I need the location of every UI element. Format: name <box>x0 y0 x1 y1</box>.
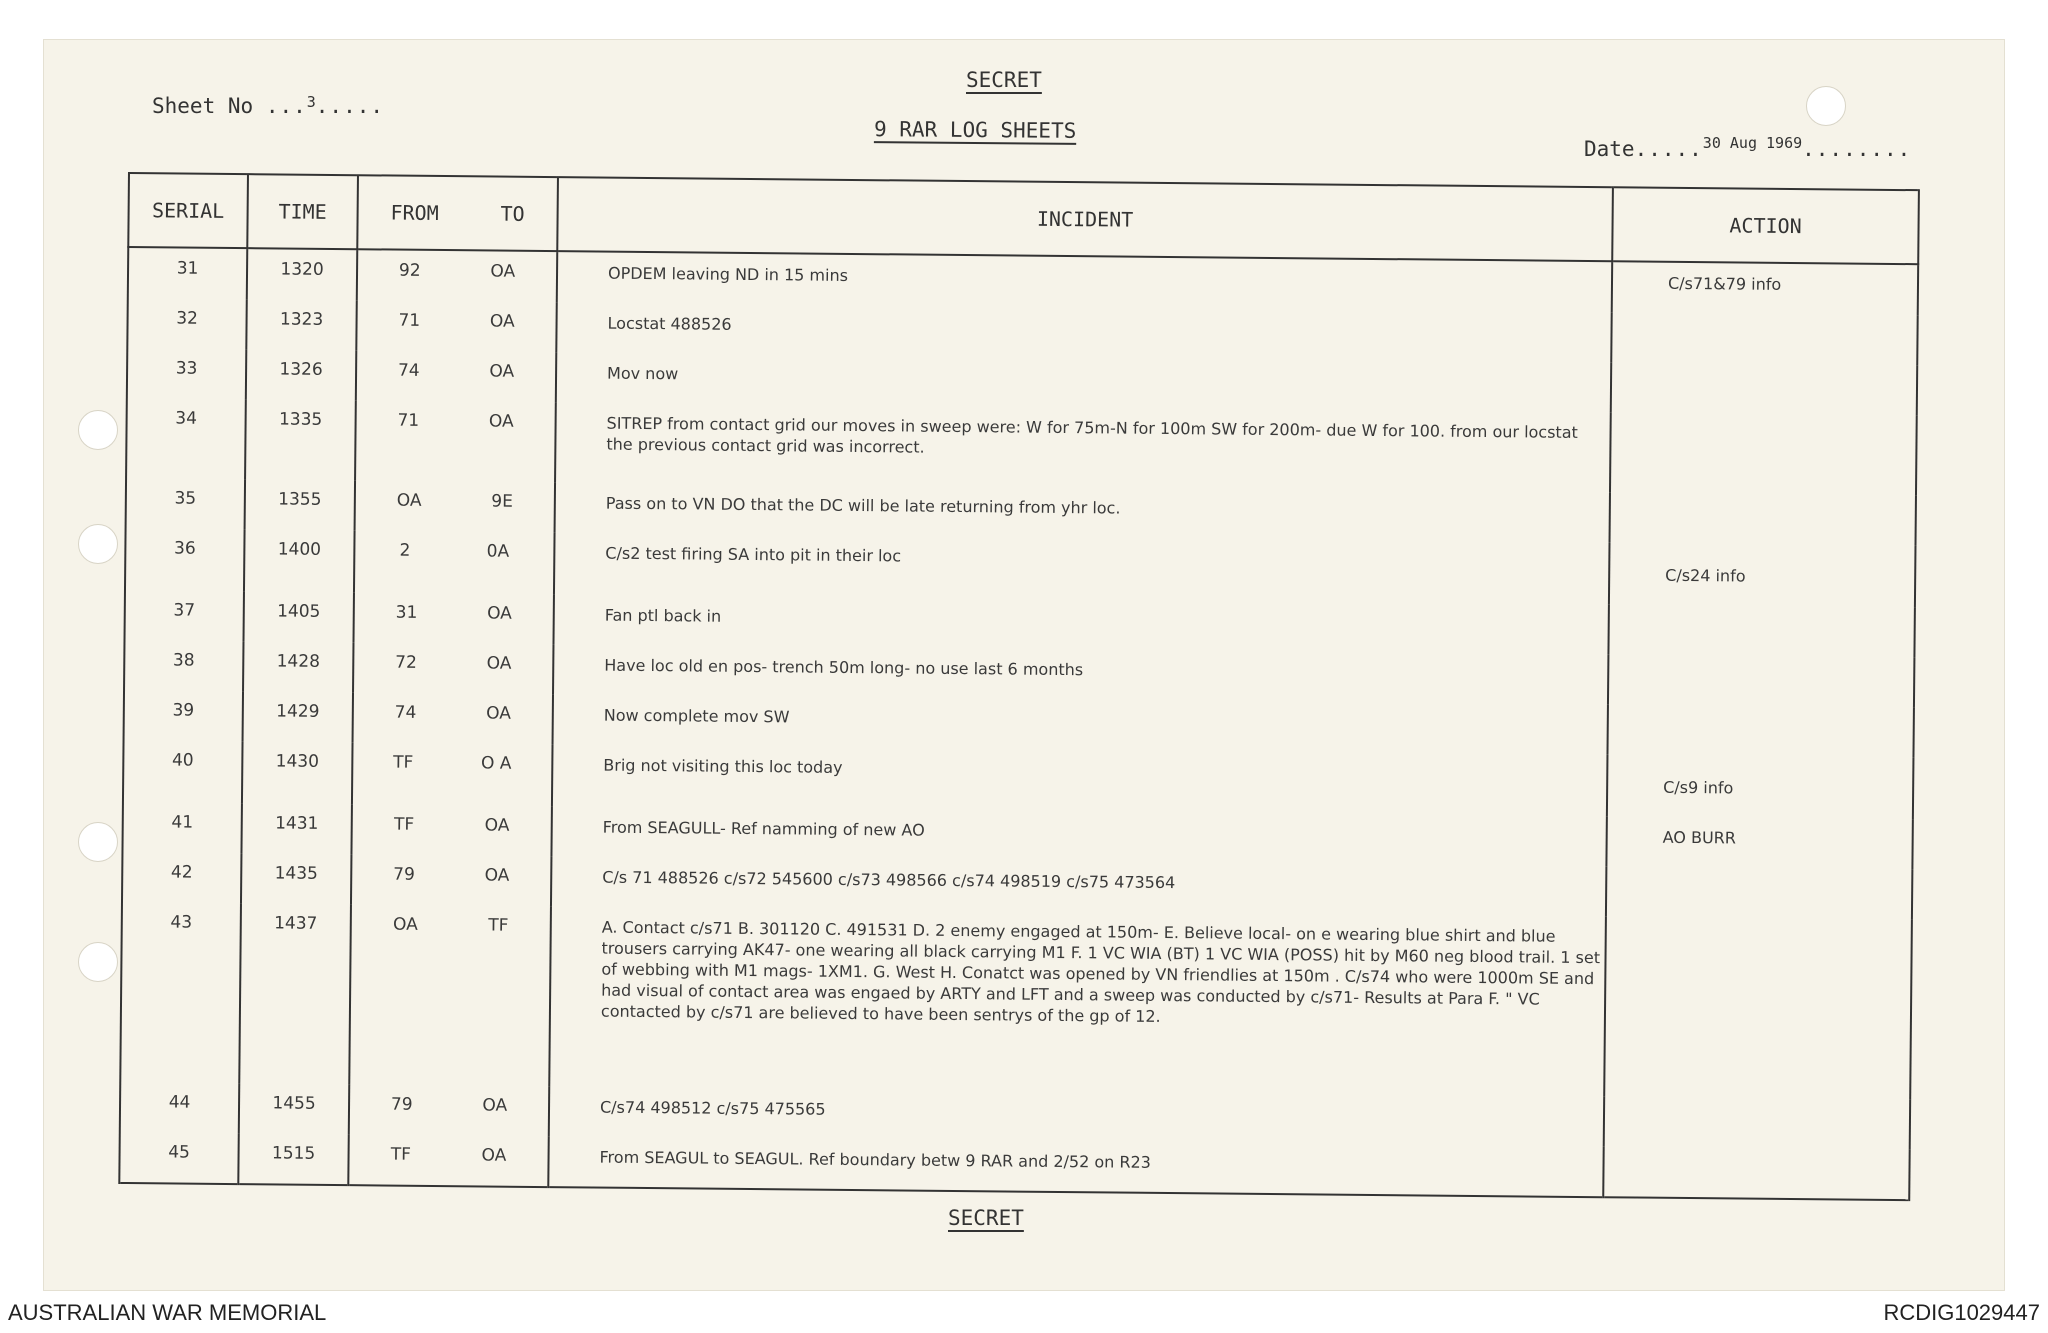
cell-incident: SITREP from contact grid our moves in sweep were: W for 75m-N for 100m SW for 200m- due W for 100. from our locstat the previous contact grid was incorrect. <box>555 402 1611 492</box>
date-value: 30 Aug 1969 <box>1702 134 1803 152</box>
cell-from-to <box>355 480 555 532</box>
col-from: FROM <box>390 200 439 225</box>
cell-action: C/s9 info <box>1607 754 1914 819</box>
cell-time: 1355 <box>245 479 355 530</box>
cell-from-to <box>354 530 555 594</box>
cell-from-to <box>353 592 553 644</box>
cell-to: OA <box>489 361 515 382</box>
table-row <box>120 902 1912 1099</box>
cell-serial: 31 <box>128 247 247 299</box>
cell-incident: Fan ptl back in <box>553 594 1608 654</box>
punch-hole <box>78 524 118 564</box>
cell-from-to <box>356 350 556 402</box>
col-action: ACTION <box>1612 187 1919 264</box>
punch-hole <box>78 942 118 982</box>
cell-serial: 38 <box>124 640 243 691</box>
cell-incident: Brig not visiting this loc today <box>552 744 1608 816</box>
cell-time: 1455 <box>239 1083 349 1134</box>
cell-from: 71 <box>397 410 420 431</box>
cell-serial: 41 <box>122 802 241 853</box>
cell-from: 72 <box>395 652 417 673</box>
date-dots: ..... <box>1634 137 1703 161</box>
sheet-dots: ..... <box>315 94 384 118</box>
cell-from: 79 <box>393 864 415 885</box>
cell-incident: C/s74 498512 c/s75 475565 <box>549 1086 1604 1146</box>
cell-action <box>1608 654 1914 707</box>
cell-serial: 39 <box>124 690 243 741</box>
sheet-number: 3 <box>306 93 316 111</box>
cell-action <box>1608 604 1914 657</box>
cell-serial: 35 <box>126 478 245 529</box>
cell-time: 1435 <box>241 853 351 904</box>
cell-serial: 37 <box>125 590 244 641</box>
cell-time: 1335 <box>245 399 356 480</box>
cell-action <box>1610 412 1917 495</box>
sheet-number-field <box>152 93 384 118</box>
cell-to: OA <box>487 603 512 624</box>
cell-time: 1320 <box>247 248 357 300</box>
cell-from-to <box>357 249 557 302</box>
cell-action <box>1611 362 1917 415</box>
page-title: 9 RAR LOG SHEETS <box>873 117 1077 143</box>
cell-serial: 34 <box>126 398 246 479</box>
cell-action <box>1604 916 1912 1099</box>
date-dots: ........ <box>1802 137 1912 161</box>
cell-from: OA <box>392 914 418 935</box>
cell-from: 74 <box>397 360 420 381</box>
cell-to: TF <box>488 915 509 936</box>
cell-from-to <box>349 904 551 1086</box>
cell-time: 1326 <box>246 349 356 400</box>
cell-to: OA <box>490 261 516 282</box>
cell-to: OA <box>484 815 510 836</box>
cell-incident: C/s2 test firing SA into pit in their loc <box>554 532 1610 604</box>
cell-from-to <box>348 1134 548 1187</box>
cell-action <box>1611 312 1917 365</box>
classification-top: SECRET <box>966 68 1042 92</box>
cell-action: C/s24 info <box>1609 542 1916 607</box>
cell-time: 1428 <box>243 641 353 692</box>
punch-hole <box>1806 86 1846 126</box>
cell-from-to <box>355 400 556 482</box>
cell-incident: From SEAGULL- Ref namming of new AO <box>551 806 1606 866</box>
cell-action <box>1607 704 1913 757</box>
cell-from: TF <box>393 752 414 773</box>
cell-from: 79 <box>390 1094 413 1115</box>
cell-incident: OPDEM leaving ND in 15 mins <box>557 251 1612 312</box>
cell-time: 1429 <box>243 691 353 742</box>
cell-to: 0A <box>486 541 510 562</box>
sheet-dots: ... <box>265 94 307 118</box>
cell-time: 1323 <box>246 299 356 350</box>
cell-to: OA <box>488 411 514 432</box>
cell-to: OA <box>481 1145 507 1166</box>
cell-serial: 43 <box>120 902 241 1083</box>
cell-from-to <box>351 804 551 856</box>
cell-serial: 44 <box>120 1082 239 1133</box>
cell-serial: 36 <box>125 528 245 591</box>
cell-incident: C/s 71 488526 c/s72 545600 c/s73 498566 c/s74 498519 c/s75 473564 <box>551 856 1606 916</box>
cell-incident: From SEAGUL to SEAGUL. Ref boundary betw 9 RAR and 2/52 on R23 <box>548 1136 1603 1197</box>
cell-time: 1515 <box>238 1133 348 1185</box>
cell-to: O A <box>480 753 512 774</box>
sheet-label: Sheet No <box>152 94 254 118</box>
cell-from: 2 <box>399 540 411 561</box>
cell-to: OA <box>482 1095 508 1116</box>
cell-time: 1430 <box>242 741 353 804</box>
cell-serial: 32 <box>127 298 246 349</box>
record-id: RCDIG1029447 <box>1883 1300 2040 1325</box>
cell-incident: Mov now <box>556 352 1611 412</box>
col-from-to <box>357 175 558 251</box>
cell-serial: 42 <box>122 852 241 903</box>
col-incident: INCIDENT <box>557 177 1613 261</box>
cell-from-to <box>349 1084 549 1136</box>
punch-hole <box>78 822 118 862</box>
cell-time: 1405 <box>244 591 354 642</box>
cell-to: OA <box>484 865 510 886</box>
log-table <box>118 172 1920 1201</box>
cell-from-to <box>353 642 553 694</box>
cell-from: 71 <box>398 310 421 331</box>
cell-time: 1431 <box>241 803 351 854</box>
cell-time: 1437 <box>239 903 351 1084</box>
cell-from: TF <box>390 1144 412 1165</box>
cell-action: C/s71&79 info <box>1612 261 1918 315</box>
classification-bottom: SECRET <box>948 1206 1024 1230</box>
cell-to: 9E <box>491 491 514 512</box>
cell-from-to <box>353 692 553 744</box>
cell-from: 31 <box>395 602 418 623</box>
cell-from-to <box>356 300 556 352</box>
cell-serial: 45 <box>119 1132 238 1184</box>
cell-from: OA <box>396 490 422 511</box>
cell-incident: Pass on to VN DO that the DC will be late returning from yhr loc. <box>555 482 1610 542</box>
cell-from: 92 <box>398 260 421 281</box>
cell-from: TF <box>393 814 415 835</box>
punch-hole <box>78 410 118 450</box>
date-field <box>1584 134 1911 161</box>
archive-credit: AUSTRALIAN WAR MEMORIAL <box>8 1300 327 1325</box>
cell-from: 74 <box>394 702 417 723</box>
date-label: Date <box>1584 137 1635 161</box>
cell-action <box>1604 1096 1910 1149</box>
cell-incident: A. Contact c/s71 B. 301120 C. 491531 D. 2 enemy engaged at 150m- E. Believe local- on e wearing blue shirt and blue trousers carrying AK47- one wearing all black carrying M1 F. 1 VC WIA (BT) 1 VC WIA (POSS) hit by M60 neg blood trail. 1 set of webbing with M1 mags- 1XM1. G. West H. Conatct was opened by VN friendlies at 150m . C/s74 who were 1000m SE and had visual of contact area was engaed by ARTY and LFT and a sweep was conducted by c/s71- Results at Para F. " VC contacted by c/s71 are believed to have been sentrys of the gp of 12. <box>549 906 1606 1096</box>
cell-serial: 33 <box>127 348 246 399</box>
cell-incident: Have loc old en pos- trench 50m long- no use last 6 months <box>553 644 1608 704</box>
cell-time: 1400 <box>244 529 355 592</box>
cell-to: OA <box>486 703 511 724</box>
col-time: TIME <box>247 174 358 249</box>
cell-to: OA <box>486 653 512 674</box>
cell-action <box>1603 1146 1909 1200</box>
cell-action <box>1610 492 1916 545</box>
cell-action: AO BURR <box>1606 816 1912 869</box>
cell-from-to <box>351 854 551 906</box>
cell-from-to <box>352 742 553 806</box>
cell-to: OA <box>489 311 515 332</box>
cell-incident: Locstat 488526 <box>556 302 1611 362</box>
cell-incident: Now complete mov SW <box>553 694 1608 754</box>
cell-action <box>1606 866 1912 919</box>
col-serial: SERIAL <box>128 173 248 248</box>
col-to: TO <box>500 201 525 226</box>
cell-serial: 40 <box>123 740 243 803</box>
